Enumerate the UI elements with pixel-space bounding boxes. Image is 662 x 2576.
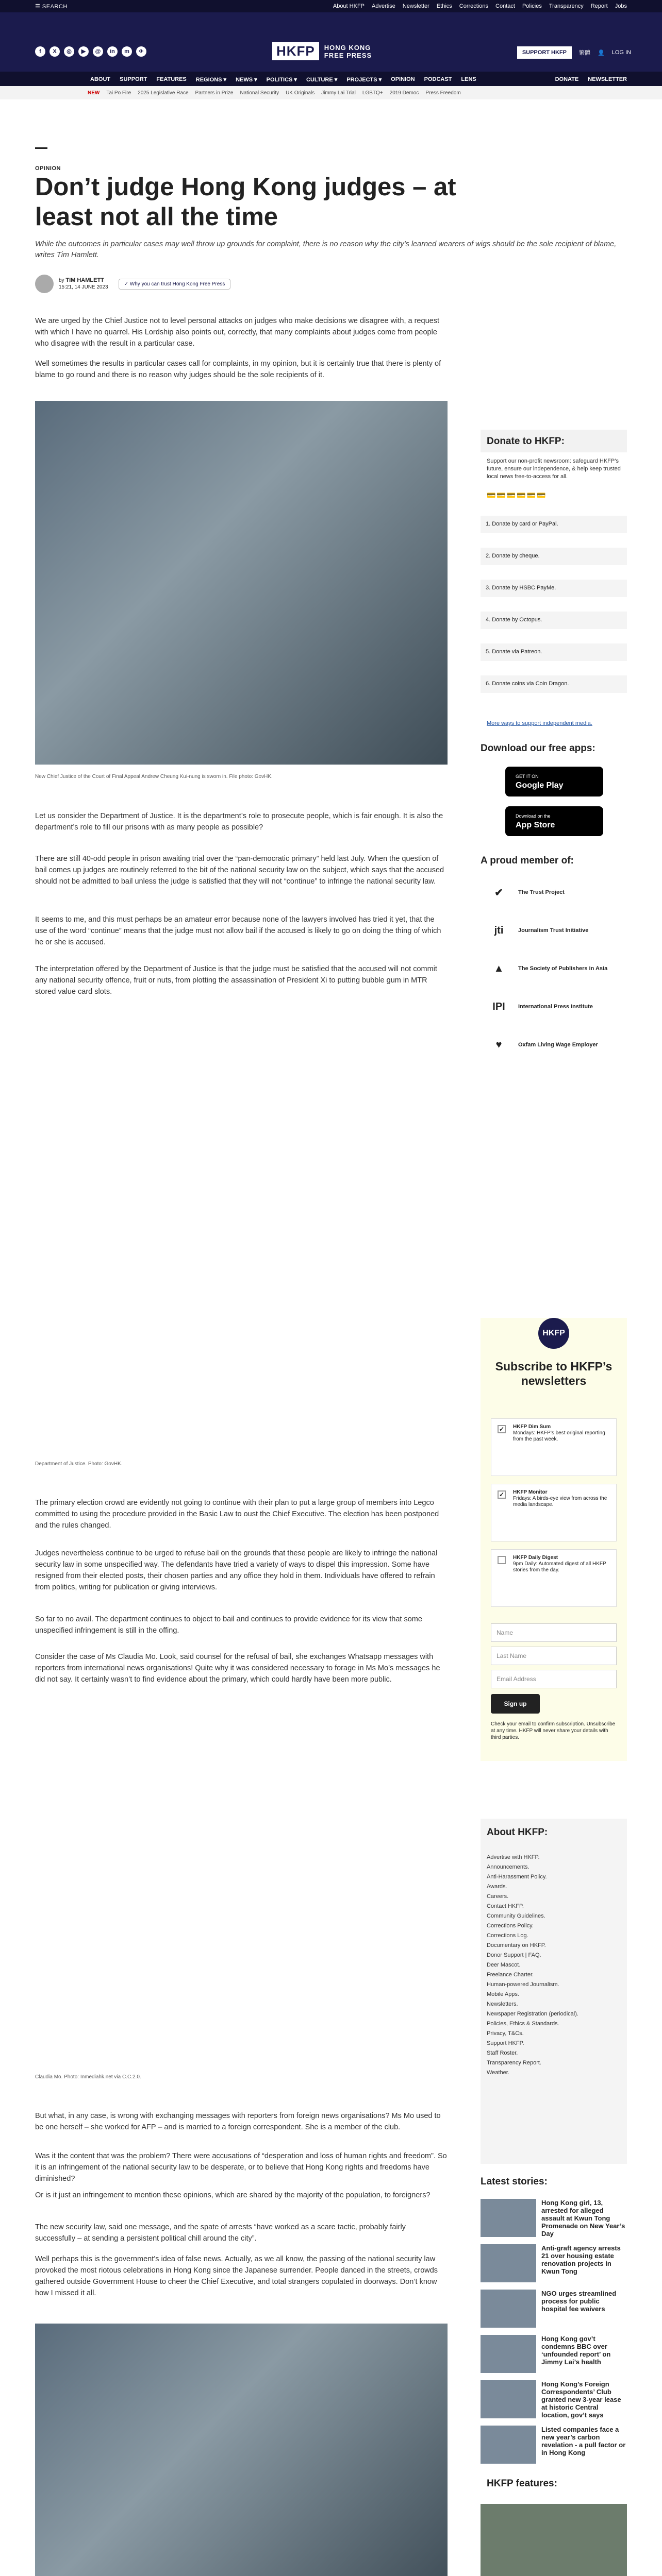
newsletter-note: Check your email to confirm subscription. Unsubscribe at any time. HKFP will never share your details with third parties. — [491, 1721, 616, 1740]
about-link[interactable]: Awards. — [487, 1884, 507, 1890]
latest-story[interactable] — [481, 2426, 627, 2467]
latest-title[interactable]: Listed companies face a new year’s carbon revelation - a pull factor or in Hong Kong — [541, 2426, 626, 2456]
topbar-policies[interactable]: Policies — [522, 3, 542, 9]
nav-item[interactable]: POLITICS ▾ — [266, 77, 297, 83]
trending-item[interactable]: Jimmy Lai Trial — [321, 90, 356, 96]
google-play-button[interactable] — [505, 767, 603, 796]
trending-item[interactable]: 2019 Democ — [389, 90, 419, 96]
claudia-mo-photo — [35, 1710, 448, 2071]
author-avatar[interactable] — [35, 275, 54, 293]
about-link[interactable]: Transparency Report. — [487, 2060, 541, 2066]
latest-title[interactable]: NGO urges streamlined process for public hospital fee waivers — [541, 2290, 617, 2313]
checkbox-monitor[interactable]: ✓ — [498, 1490, 506, 1499]
about-link[interactable]: Announcements. — [487, 1864, 529, 1870]
mastodon-icon[interactable]: m — [122, 46, 132, 57]
trust-button[interactable] — [119, 279, 231, 290]
threads-icon[interactable]: @ — [93, 46, 103, 57]
about-link[interactable]: Corrections Policy. — [487, 1923, 534, 1929]
donate-option[interactable]: 4. Donate by Octopus. — [481, 612, 627, 629]
youtube-icon[interactable]: ▶ — [78, 46, 89, 57]
member-logo-icon: jti — [494, 924, 504, 936]
member-name: Journalism Trust Initiative — [518, 927, 589, 934]
topbar-jobs[interactable]: Jobs — [615, 3, 627, 9]
paragraph-2: Well sometimes the results in particular cases call for complaints, in my opinion, but it is certainly true that there is plenty of blame to go round and there is no reason why judges should be the sole recipients of it. — [35, 360, 441, 379]
about-link[interactable]: Privacy, T&Cs. — [487, 2030, 524, 2037]
about-link[interactable]: Mobile Apps. — [487, 1991, 519, 1997]
latest-thumb[interactable] — [481, 2380, 536, 2418]
latest-title[interactable]: Anti-graft agency arrests 21 over housing estate renovation projects in Kwun Tong — [541, 2244, 621, 2275]
section-rule — [35, 147, 47, 149]
byline — [35, 275, 230, 293]
language-switch[interactable]: 繁體 — [579, 50, 590, 56]
about-link[interactable]: Policies, Ethics & Standards. — [487, 2021, 559, 2027]
nav-item[interactable]: PODCAST — [424, 76, 452, 82]
paragraph-10: Consider the case of Ms Claudia Mo. Look, said counsel for the refusal of bail, she exchanges Whatsapp messages with reporters from international news organisations! Quite why it was considered necessary to forage in Ms Mo’s messages he did not say. It certainly wasn’t to find evidence about the primary, which could hardly have been more public. — [35, 1653, 440, 1684]
doj-photo — [35, 1015, 448, 1314]
article-standfirst: While the outcomes in particular cases may well throw up grounds for complaint, there is no reason why the city’s learned wearers of wigs should be the sole recipient of blame, writes Tim Hamlett. — [35, 240, 617, 259]
name-input[interactable]: Name — [491, 1623, 617, 1642]
paragraph-6: The interpretation offered by the Department of Justice is that the judge must be satisfied that the accused will not commit any national security offence, fruit or nuts, from plotting the assassination of President Xi to putting bubble gum in MTR stored value card slots. — [35, 965, 437, 996]
apple-small: Download on the — [516, 814, 551, 819]
nav-right-item[interactable]: NEWSLETTER — [588, 76, 627, 82]
apps-heading: Download our free apps: — [481, 743, 595, 754]
nav-item[interactable]: NEWS ▾ — [236, 77, 257, 83]
paragraph-3: Let us consider the Department of Justice. It is the department’s role to prosecute people, which is fair enough. It is also the department’s role to fill our prisons with as many people as possible? — [35, 812, 443, 832]
newsletter-logo: HKFP — [538, 1318, 569, 1349]
about-link[interactable]: Support HKFP. — [487, 2040, 524, 2046]
about-link[interactable]: Documentary on HKFP. — [487, 1942, 546, 1948]
donate-option[interactable]: 2. Donate by cheque. — [481, 548, 627, 565]
latest-title[interactable]: Hong Kong’s Foreign Correspondents’ Club granted new 3-year lease at historic Central location, gov’t says — [541, 2380, 621, 2419]
trending-item[interactable]: National Security — [240, 90, 279, 96]
about-link[interactable]: Newspaper Registration (periodical). — [487, 2011, 578, 2017]
nav-item[interactable]: SUPPORT — [120, 76, 147, 82]
search-link[interactable]: ☰ SEARCH — [35, 4, 68, 10]
trending-item[interactable]: UK Originals — [286, 90, 315, 96]
member-heading: A proud member of: — [481, 855, 574, 866]
paragraph-15: Well perhaps this is the government’s idea of false news. Actually, as we all know, the passing of the national security law provoked the most riotous celebrations in Hong Kong since the Japanese surrender. People danced in the streets, crowds gathered outside Government House to cheer the Chief Executive, and total strangers copulated in doorways. Don’t know how I missed it all. — [35, 2255, 438, 2297]
paragraph-11: But what, in any case, is wrong with exchanging messages with reporters from foreign news organisations? Ms Mo used to be one herself – she worked for AFP – and is married to a foreign correspondent. She is a member of the club. — [35, 2112, 441, 2131]
member-item[interactable] — [485, 994, 593, 1019]
article-title: Don’t judge Hong Kong judges – at least not all the time — [35, 173, 456, 231]
nav-item[interactable]: OPINION — [391, 76, 415, 82]
apple-label: App Store — [516, 821, 555, 829]
donate-heading: Donate to HKFP: — [481, 430, 627, 452]
nl3-title: HKFP Daily Digest — [513, 1555, 558, 1561]
top-utility-bar — [0, 0, 662, 12]
member-logo-icon: ▲ — [493, 962, 504, 974]
nav-item[interactable]: FEATURES — [156, 76, 187, 82]
trending-item[interactable]: Partners in Prize — [195, 90, 234, 96]
feature-thumb[interactable] — [481, 2504, 627, 2576]
member-item[interactable] — [485, 956, 607, 981]
article-kicker[interactable]: OPINION — [35, 165, 61, 172]
paragraph-9: So far to no avail. The department continues to object to bail and continues to provide evidence for its view that some unspecified infringement is still in the offing. — [35, 1615, 422, 1635]
nl3-desc: 9pm Daily: Automated digest of all HKFP stories from the day. — [513, 1561, 606, 1573]
facebook-icon[interactable]: f — [35, 46, 45, 57]
about-link[interactable]: Contact HKFP. — [487, 1903, 524, 1909]
latest-heading: Latest stories: — [481, 2176, 548, 2187]
nl2-title: HKFP Monitor — [513, 1489, 548, 1495]
nl1-desc: Mondays: HKFP’s best original reporting from the past week. — [513, 1430, 605, 1442]
nav-right-item[interactable]: DONATE — [555, 76, 579, 82]
support-hkfp-button[interactable]: SUPPORT HKFP — [517, 46, 572, 59]
paragraph-7: The primary election crowd are evidently not going to continue with their plan to put a large group of members into Legco committed to using the procedure provided in the Basic Law to oust the Chief Executive. The election has been postponed and the rules changed. — [35, 1499, 439, 1530]
about-heading: About HKFP: — [487, 1827, 548, 1838]
paragraph-4: There are still 40-odd people in prison awaiting trial over the “pan-democratic primary” held last July. When the question of bail comes up judges are routinely referred to the bit of the national security law on the subject, which says that the accused should not be admitted to bail unless the judge is satisfied that they will not “continue” to infringe the national security law. — [35, 855, 444, 886]
author-name[interactable]: TIM HAMLETT — [65, 277, 104, 283]
trending-label: NEW — [88, 90, 100, 96]
newsletter-box — [481, 1318, 627, 1761]
main-nav — [0, 72, 662, 86]
about-link[interactable]: Careers. — [487, 1893, 509, 1900]
paragraph-8: Judges nevertheless continue to be urged to refuse bail on the grounds that these people are likely to infringe the national security law in some unspecified way. The defendants have tried a variety of ways to dispel this impression. Some have resigned from their elected posts, their chosen parties and any office they hold in them. Individuals have offered to refrain from politics, writing for publication or giving interviews. — [35, 1549, 438, 1591]
latest-story[interactable] — [481, 2335, 627, 2376]
donate-text[interactable]: Support our non-profit newsroom: safeguard HKFP’s future, ensure our independence, & help keep trusted local news free-to-access for all. — [487, 458, 621, 480]
about-link[interactable]: Deer Mascot. — [487, 1962, 521, 1968]
trending-item[interactable]: 2025 Legislative Race — [138, 90, 189, 96]
topbar-transparency[interactable]: Transparency — [549, 3, 584, 9]
about-link[interactable]: Freelance Charter. — [487, 1972, 534, 1978]
latest-thumb[interactable] — [481, 2199, 536, 2237]
nav-item[interactable]: LENS — [461, 76, 476, 82]
nl1-title: HKFP Dim Sum — [513, 1424, 551, 1430]
caption-2: Department of Justice. Photo: GovHK. — [35, 1461, 123, 1467]
payment-icons: 💳💳💳💳💳💳 — [487, 491, 547, 499]
nav-item[interactable]: ABOUT — [90, 76, 111, 82]
newsletter-option-digest[interactable] — [491, 1549, 617, 1607]
about-link[interactable]: Advertise with HKFP. — [487, 1854, 540, 1860]
about-link[interactable]: Human-powered Journalism. — [487, 1981, 559, 1988]
paragraph-5: It seems to me, and this must perhaps be an amateur error because none of the lawyers involved has tried it yet, that the use of the word “continue” means that the judge must not allow bail if the accused is likely to go on doing the thing of which he or she is accused. — [35, 916, 441, 946]
topbar-ethics[interactable]: Ethics — [436, 3, 452, 9]
member-name: International Press Institute — [518, 1004, 593, 1010]
latest-title[interactable]: Hong Kong girl, 13, arrested for alleged assault at Kwun Tong Promenade on New Year’s Day — [541, 2199, 625, 2238]
latest-thumb[interactable] — [481, 2335, 536, 2373]
latest-story[interactable] — [481, 2290, 627, 2331]
google-small: GET IT ON — [516, 774, 539, 779]
latest-thumb[interactable] — [481, 2426, 536, 2464]
donate-option[interactable]: 1. Donate by card or PayPal. — [481, 516, 627, 533]
google-label: Google Play — [516, 781, 564, 790]
latest-thumb[interactable] — [481, 2290, 536, 2328]
trending-item[interactable]: Press Freedom — [425, 90, 461, 96]
caption-3: Claudia Mo. Photo: Inmediahk.net via C.C.2.0. — [35, 2074, 141, 2080]
checkbox-dimsum[interactable]: ✓ — [498, 1425, 506, 1433]
login-link[interactable]: LOG IN — [611, 49, 631, 56]
about-link[interactable]: Weather. — [487, 2070, 509, 2076]
caption-1: New Chief Justice of the Court of Final Appeal Andrew Cheung Kui-nung is sworn in. File photo: GovHK. — [35, 774, 273, 779]
paragraph-12: Was it the content that was the problem? There were accusations of “desperation and loss of human rights and freedom”. So it is an infringement of the national security law to be desperate, or to believe that Hong Kong rights and freedoms have diminished? — [35, 2152, 447, 2183]
latest-title[interactable]: Hong Kong gov’t condemns BBC over ‘unfounded report’ on Jimmy Lai’s health — [541, 2335, 611, 2366]
trending-item[interactable]: Tai Po Fire — [106, 90, 131, 96]
site-logo[interactable] — [272, 42, 372, 60]
paragraph-1: We are urged by the Chief Justice not to level personal attacks on judges who make decisions we disagree with, a request with which I have no quarrel. His Lordship also points out, correctly, that many complaints about judges come from people who disagree with the result in a particular case. — [35, 317, 439, 348]
nav-item[interactable]: CULTURE ▾ — [306, 77, 338, 83]
signup-button[interactable]: Sign up — [491, 1694, 540, 1714]
member-item[interactable] — [485, 1032, 598, 1057]
app-store-button[interactable] — [505, 806, 603, 836]
telegram-icon[interactable]: ✈ — [136, 46, 146, 57]
trust-button-label: Why you can trust Hong Kong Free Press — [129, 281, 225, 287]
checkbox-digest[interactable] — [498, 1556, 506, 1564]
search-label[interactable]: SEARCH — [42, 4, 68, 10]
latest-thumb[interactable] — [481, 2244, 536, 2282]
donate-option[interactable]: 5. Donate via Patreon. — [481, 643, 627, 661]
topbar-contact[interactable]: Contact — [495, 3, 515, 9]
linkedin-icon[interactable]: in — [107, 46, 118, 57]
about-link[interactable]: Community Guidelines. — [487, 1913, 545, 1919]
member-name: Oxfam Living Wage Employer — [518, 1042, 598, 1048]
about-link[interactable]: Corrections Log. — [487, 1933, 528, 1939]
site-header — [0, 12, 662, 72]
nl2-desc: Fridays: A birds-eye view from across the media landscape. — [513, 1496, 607, 1507]
last-name-input[interactable]: Last Name — [491, 1647, 617, 1665]
logo-line-1: HONG KONG — [324, 43, 371, 52]
user-icon[interactable]: 👤 — [598, 49, 605, 56]
newsletter-option-monitor[interactable] — [491, 1484, 617, 1541]
paragraph-13: Or is it just an infringement to mention these opinions, which are shared by the majority of the population, to foreigners? — [35, 2191, 431, 2199]
topbar-report[interactable]: Report — [590, 3, 608, 9]
member-name: The Society of Publishers in Asia — [518, 965, 608, 972]
topbar-corrections[interactable]: Corrections — [459, 3, 489, 9]
feature-story[interactable] — [481, 2504, 627, 2576]
logo-line-2: FREE PRESS — [324, 51, 372, 59]
features-heading: HKFP features: — [487, 2478, 557, 2489]
donate-option[interactable]: 3. Donate by HSBC PayMe. — [481, 580, 627, 597]
trending-bar — [0, 86, 662, 99]
twitter-icon[interactable]: X — [49, 46, 60, 57]
member-item[interactable] — [485, 918, 588, 943]
member-logo-icon: ✔ — [494, 887, 503, 899]
byline-prefix: by — [59, 278, 64, 283]
newsletter-option-dimsum[interactable] — [491, 1418, 617, 1476]
latest-story[interactable] — [481, 2199, 627, 2240]
instagram-icon[interactable]: ◎ — [64, 46, 74, 57]
nav-item[interactable]: REGIONS ▾ — [195, 77, 227, 83]
chief-justice-photo — [35, 401, 448, 765]
latest-story[interactable] — [481, 2380, 627, 2421]
about-link[interactable]: Staff Roster. — [487, 2050, 518, 2056]
publish-date: 15:21, 14 JUNE 2023 — [59, 284, 108, 290]
topbar-advertise[interactable]: Advertise — [372, 3, 395, 9]
ben-chung-photo — [35, 2324, 448, 2576]
member-name: The Trust Project — [518, 889, 565, 895]
about-link[interactable]: Donor Support | FAQ. — [487, 1952, 541, 1958]
trending-item[interactable]: LGBTQ+ — [362, 90, 383, 96]
topbar-newsletter[interactable]: Newsletter — [402, 3, 429, 9]
donate-option[interactable]: 6. Donate coins via Coin Dragon. — [481, 675, 627, 693]
member-logo-icon: ♥ — [495, 1039, 502, 1050]
latest-story[interactable] — [481, 2244, 627, 2285]
nav-item[interactable]: PROJECTS ▾ — [346, 77, 382, 83]
logo-mark: HKFP — [272, 42, 319, 60]
newsletter-heading: Subscribe to HKFP’s newsletters — [495, 1360, 613, 1387]
email-input[interactable]: Email Address — [491, 1670, 617, 1688]
trust-icon: ✓ — [124, 281, 130, 287]
about-link[interactable]: Newsletters. — [487, 2001, 518, 2007]
member-item[interactable] — [485, 880, 565, 905]
member-logo-icon: IPI — [492, 1001, 505, 1012]
topbar-about[interactable]: About HKFP — [333, 3, 365, 9]
more-ways-link[interactable]: More ways to support independent media. — [487, 720, 592, 726]
paragraph-14: The new security law, said one message, and the spate of arrests “have worked as a scare tactic, probably fairly successfully – at sending a persistent political chill around the city”. — [35, 2223, 406, 2243]
about-link[interactable]: Anti-Harassment Policy. — [487, 1874, 547, 1880]
